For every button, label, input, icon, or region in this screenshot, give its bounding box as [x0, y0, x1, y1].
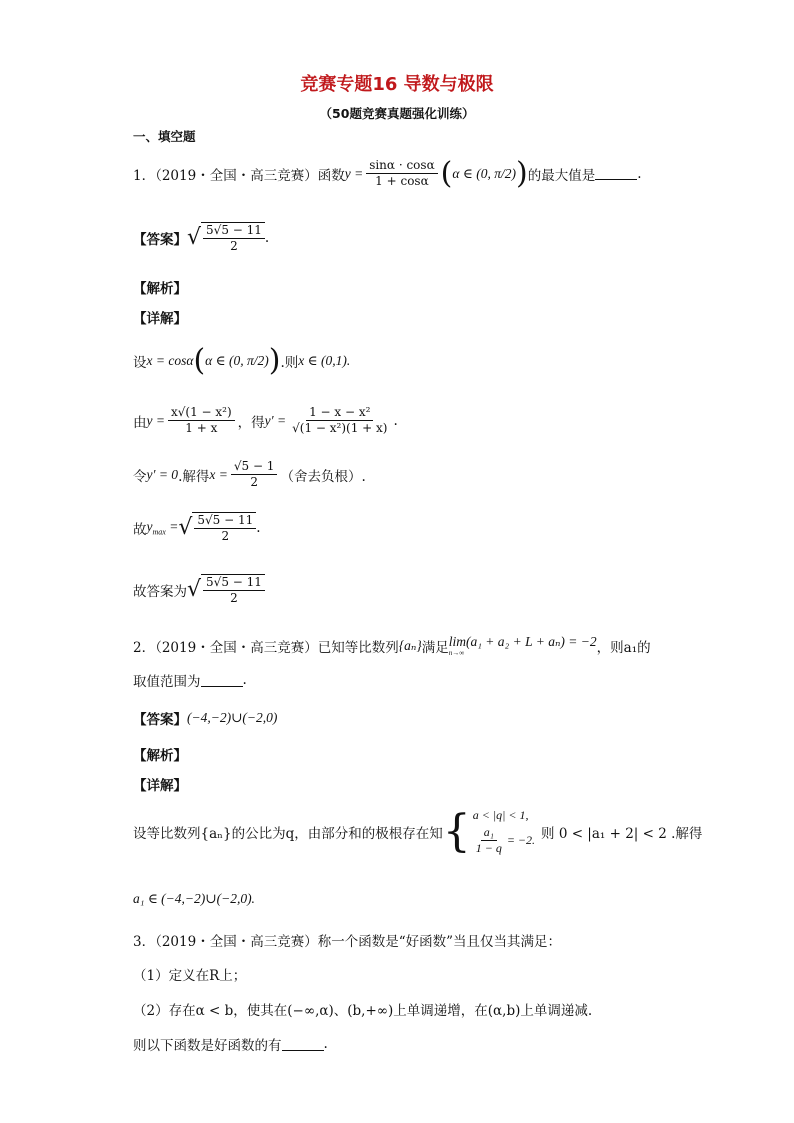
q1-step3-b: y′ = 0 [146, 466, 179, 482]
q2-analysis-label: 【解析】 [133, 748, 187, 764]
q1-step2-y: y = [146, 412, 165, 428]
q1-step2-num: x√(1 − x²) [168, 405, 235, 421]
q1-step3-a: 令 [133, 468, 147, 485]
q1-y: y = [344, 165, 364, 181]
q1-prefix: 1．（2019・全国・高三竞赛）函数 [133, 167, 345, 184]
q1-detail-label: 【详解】 [133, 311, 187, 327]
q1-step2-frac [168, 405, 235, 436]
q1-answer-num: 5√5 − 11 [203, 223, 265, 239]
q1-paren-close: ) [515, 155, 528, 191]
q3-line1-text: 3．（2019・全国・高三竞赛）称一个函数是“好函数”当且仅当其满足： [133, 934, 561, 950]
q2-mid: 满足 [421, 639, 449, 656]
q2-suffix: ，则a₁的 [596, 639, 651, 656]
q3-line3-text: （2）存在α < b，使其在(−∞,α)、(b,+∞)上单调递增，在(α,b)上单调递减. [133, 1003, 593, 1019]
q1-step5-text: 故答案为 [133, 584, 187, 600]
q1-step4-root: √ $\frac{5√5 - 11}{2}$ [178, 512, 256, 544]
q2-answer-line [133, 708, 277, 728]
q1-step4-y: $y_{max}$ = [146, 519, 179, 537]
q1-step1-a: 设 [133, 355, 147, 371]
section-heading: 一、填空题 [133, 129, 196, 144]
q3-line4: 则以下函数是好函数的有 . [133, 1036, 328, 1054]
q1-step2-den: 1 + x [185, 421, 218, 435]
q1-step2-num2: 1 − x − x² [306, 405, 373, 421]
q1-paren-open: ( [440, 155, 453, 191]
q2-result [133, 891, 255, 907]
q1-step3-num: √5 − 1 [231, 459, 278, 475]
q1-domain: α ∈ (0, π/2) [452, 165, 516, 181]
q1-step3-e: （舍去负根）. [280, 468, 366, 485]
q2-detail-a: 设等比数列{aₙ}的公比为q，由部分和的极根存在知 [133, 826, 443, 842]
q1-stem: 1．（2019・全国・高三竞赛）函数 y = $\frac{\sin\alpha \cdot \cos\alpha}{1 + \cos\alpha}$ ( α ∈ (0, π/2) ) 的最大值是 . [133, 155, 642, 191]
q3-line2 [133, 964, 246, 984]
q1-step2-yp: y′ = [264, 412, 287, 428]
q2-detail-label: 【详解】 [133, 778, 187, 794]
q1-step2: 由 y = $\frac{\text{x√(1 − x²)}}{1 + x}$ ，得 y′ = $\frac{\text{1 − x − x²}}{\text{√(1 − x²)(1 + x)}}$ . [133, 405, 398, 435]
q3-line1 [133, 930, 561, 950]
page-subtitle: （50题竞赛真题强化训练） [319, 106, 475, 121]
q2-detail [133, 808, 702, 856]
q2-limit: lim(a₁ + a₂ + L + aₙ) = −2 n→∞ [448, 634, 597, 657]
q2-detail-b: 则 0 < |a₁ + 2| < 2 .解得 [541, 826, 703, 842]
q1-step2-a: 由 [133, 414, 147, 431]
q1-step3-den: 2 [250, 475, 258, 489]
q3-line2-text: （1）定义在R上； [133, 968, 247, 984]
q1-step2-frac2 [289, 405, 390, 436]
q1-answer-line: 【答案】 √ $\frac{5√5 - 11}{2}$ . [133, 223, 270, 253]
q1-step4: 故 $y_{max}$ = √ $\frac{5√5 - 11}{2}$ . [133, 513, 261, 543]
q1-suffix: 的最大值是 [527, 167, 596, 184]
q2-answer: (−4,−2)∪(−2,0) [187, 710, 278, 725]
q2-answer-label: 【答案】 [133, 712, 187, 728]
q1-step2-b: ，得 [237, 414, 265, 431]
q2-result-text: a₁ ∈ (−4,−2)∪(−2,0). [133, 891, 255, 906]
q1-step1-b: x = cosα [146, 353, 194, 368]
q1-answer-den: 2 [230, 239, 238, 253]
q1-analysis-label: 【解析】 [133, 281, 187, 297]
q2-line2: 取值范围为 [133, 674, 201, 690]
q1-step4-a: 故 [133, 522, 147, 538]
q1-answer-label: 【答案】 [133, 232, 187, 248]
q2-blank [201, 674, 243, 687]
q1-step1-c: α ∈ (0, π/2) [205, 353, 269, 368]
q1-function-fraction [366, 158, 437, 189]
q1-func-den: 1 + cosα [375, 174, 429, 188]
q3-blank [282, 1038, 324, 1051]
q1-step3 [133, 459, 366, 490]
q2-cond1: a < |q| < 1, [472, 808, 529, 822]
q1-step5-root: √ $\frac{5√5 - 11}{2}$ [187, 574, 265, 606]
q2-prefix: 2．（2019・全国・高三竞赛）已知等比数列 [133, 639, 399, 656]
q2-stem [133, 634, 651, 657]
q1-step3-frac [231, 459, 278, 490]
page-title: 竞赛专题16 导数与极限 [300, 74, 494, 95]
q1-step2-den2: √(1 − x²)(1 + x) [292, 421, 388, 435]
q2-stem-line2: 取值范围为 . [133, 672, 247, 690]
q1-func-num: sinα · cosα [366, 158, 437, 174]
q2-condition-system: { a < |q| < 1, $\frac{\text{a₁}}{1 - q}$ = −2. [442, 806, 536, 857]
q1-step5 [133, 574, 265, 606]
q1-step1-d: .则 [280, 355, 299, 371]
q1-step1: 设 x = cosα ( α ∈ (0, π/2) ) .则 x ∈ (0,1). [133, 343, 351, 378]
q3-line3 [133, 999, 592, 1019]
q1-step3-d: x = [209, 466, 228, 482]
q1-answer-root: √ $\frac{5√5 - 11}{2}$ [187, 222, 265, 254]
q2-seq: {aₙ} [398, 637, 422, 653]
q1-step1-e: x ∈ (0,1). [298, 353, 351, 368]
q2-cond2: $\frac{\text{a₁}}{1 - q}$ = −2. [475, 825, 536, 855]
q1-step3-c: .解得 [178, 468, 210, 485]
q3-line4-text: 则以下函数是好函数的有 [133, 1038, 282, 1054]
q1-blank [595, 167, 637, 180]
